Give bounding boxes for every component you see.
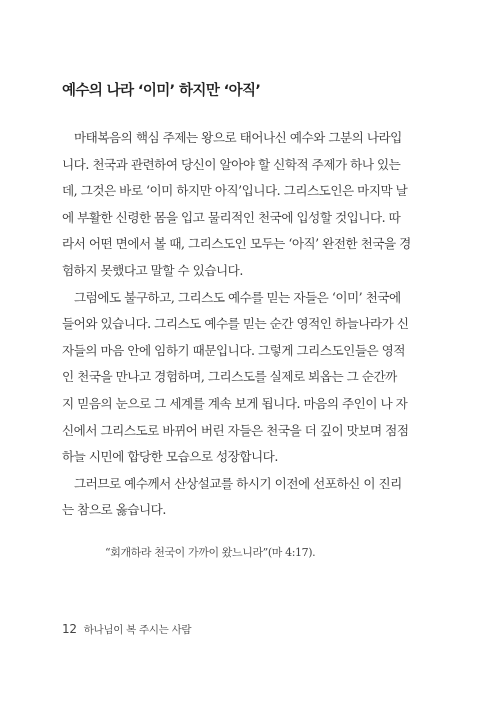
body-line: 그럼에도 불구하고, 그리스도 예수를 믿는 자들은 ‘이미’ 천국에	[74, 289, 401, 305]
page-number: 12	[62, 622, 77, 636]
scripture-quote: “회개하라 천국이 가까이 왔느니라”(마 4:17).	[105, 546, 316, 559]
body-line: 마태복음의 핵심 주제는 왕으로 태어나신 예수와 그분의 나라입	[74, 130, 402, 145]
body-line: 라서 어떤 면에서 볼 때, 그리스도인 모두는 ‘아직’ 완전한 천국을 경	[62, 236, 411, 252]
body-line: 데, 그것은 바로 ‘이미 하지만 아직’입니다. 그리스도인은 마지막 날	[62, 183, 408, 199]
body-line: 인 천국을 만나고 경험하며, 그리스도를 실제로 뵈옵는 그 순간까	[62, 369, 397, 385]
body-line: 지 믿음의 눈으로 그 세계를 계속 보게 됩니다. 마음의 주인이 나 자	[62, 395, 408, 411]
body-line: 들어와 있습니다. 그리스도 예수를 믿는 순간 영적인 하늘나라가 신	[62, 316, 409, 332]
body-line: 는 참으로 옳습니다.	[62, 502, 166, 518]
book-title: 하나님이 복 주시는 사람	[83, 624, 192, 636]
body-line: 신에서 그리스도로 바뀌어 버린 자들은 천국을 더 깊이 맛보며 점점	[62, 422, 409, 438]
page-footer	[62, 622, 191, 637]
body-line: 하늘 시민에 합당한 모습으로 성장합니다.	[62, 449, 278, 465]
body-line: 자들의 마음 안에 임하기 때문입니다. 그렇게 그리스도인들은 영적	[62, 342, 405, 358]
section-heading: 예수의 나라 ‘이미’ 하지만 ‘아직’	[62, 83, 261, 99]
body-text	[62, 125, 440, 524]
body-line: 험하지 못했다고 말할 수 있습니다.	[62, 262, 243, 278]
body-line: 그러므로 예수께서 산상설교를 하시기 이전에 선포하신 이 진리	[74, 475, 402, 491]
body-line: 에 부활한 신령한 몸을 입고 물리적인 천국에 입성할 것입니다. 따	[62, 209, 401, 225]
body-line: 니다. 천국과 관련하여 당신이 알아야 할 신학적 주제가 하나 있는	[62, 156, 401, 172]
